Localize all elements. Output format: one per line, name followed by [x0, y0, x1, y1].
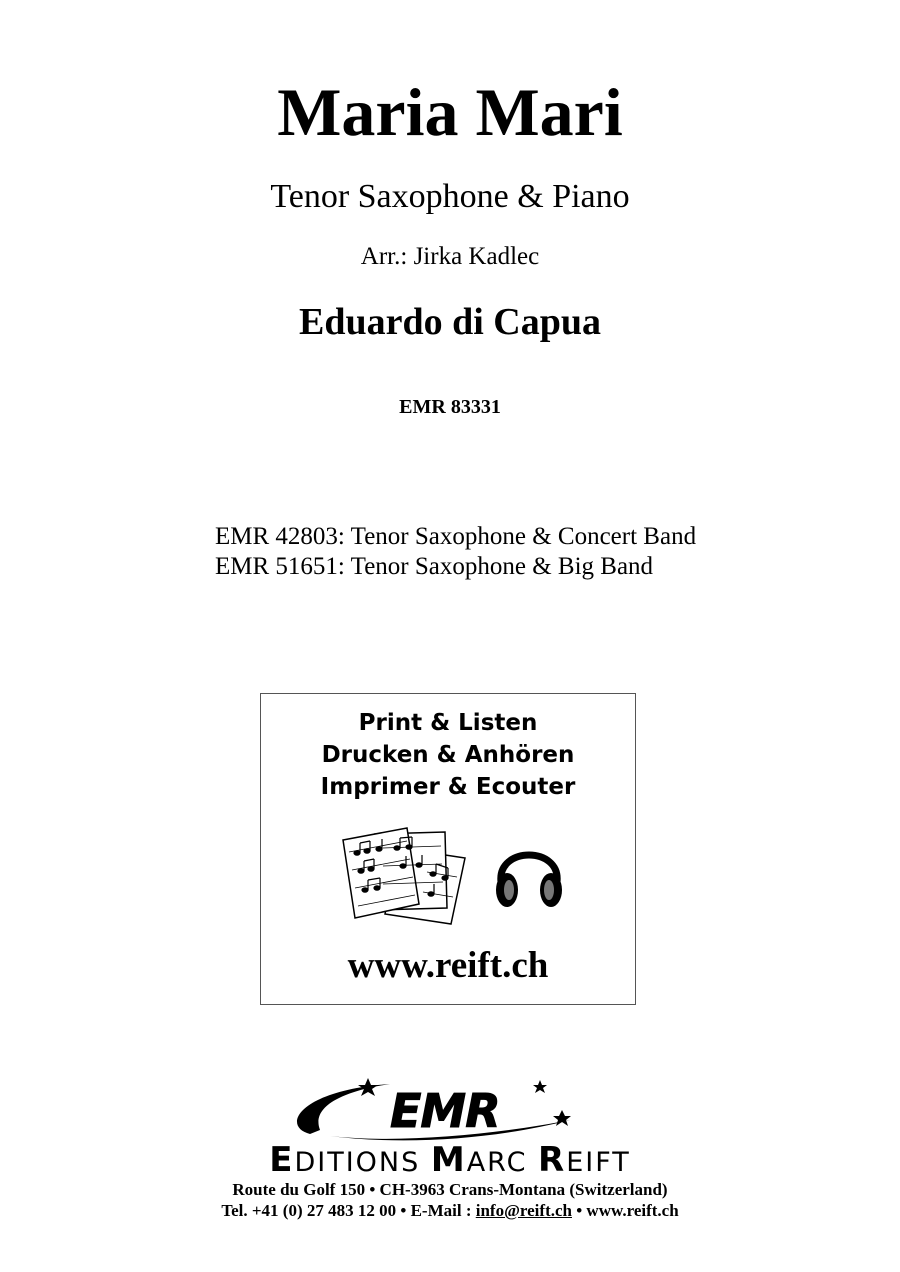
promo-line-3: Imprimer & Ecouter	[320, 774, 576, 800]
title: Maria Mari	[277, 74, 623, 150]
website-link[interactable]: • www.reift.ch	[571, 1201, 679, 1220]
related-edition-1: EMR 42803: Tenor Saxophone & Concert Band	[215, 523, 697, 550]
email-link[interactable]: info@reift.ch	[475, 1201, 572, 1220]
catalog-number: EMR 83331	[399, 396, 501, 418]
promo-line-1: Print & Listen	[358, 710, 538, 736]
contact-line: Tel. +41 (0) 27 483 12 00 • E-Mail : info@reift.ch • www.reift.ch	[221, 1201, 679, 1220]
print-listen-box	[260, 693, 636, 1005]
promo-line-2: Drucken & Anhören	[321, 742, 575, 768]
publisher-name: EDITIONS MARC REIFT	[269, 1140, 631, 1180]
publisher-address	[0, 1179, 900, 1221]
headphones-icon	[493, 834, 565, 914]
promo-lines	[261, 707, 635, 803]
related-edition-2: EMR 51651: Tenor Saxophone & Big Band	[215, 553, 654, 580]
related-editions	[215, 522, 696, 582]
emr-logo-text: EMR	[390, 1084, 500, 1138]
subtitle: Tenor Saxophone & Piano	[270, 178, 630, 215]
address-line: Route du Golf 150 • CH-3963 Crans-Montana (Switzerland)	[232, 1180, 668, 1199]
composer: Eduardo di Capua	[298, 301, 601, 343]
arranger: Arr.: Jirka Kadlec	[360, 243, 540, 270]
sheet-music-icon	[341, 826, 469, 926]
promo-website[interactable]: www.reift.ch	[347, 945, 549, 986]
